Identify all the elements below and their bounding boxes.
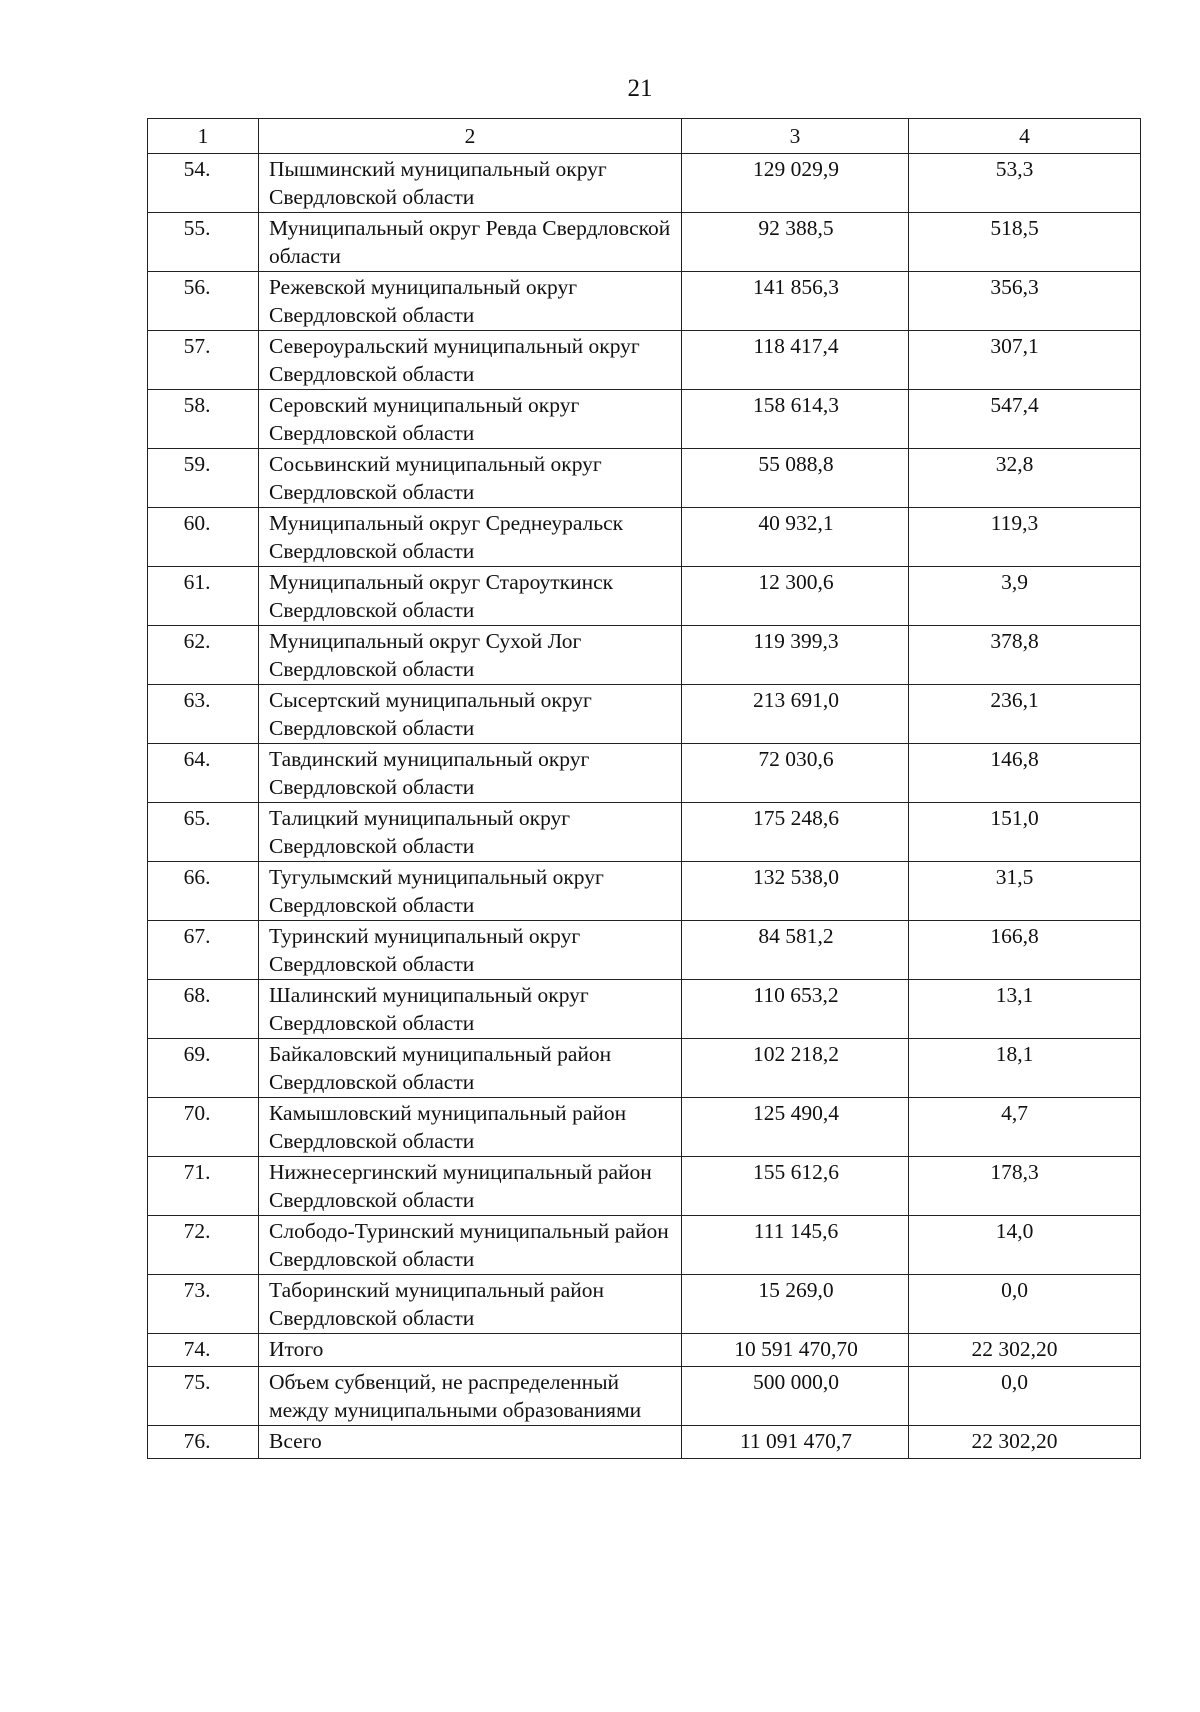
column-4-value-cell: 378,8 (909, 626, 1141, 685)
municipality-name-cell: Шалинский муниципальный округ Свердловской области (259, 980, 682, 1039)
column-3-value-cell: 92 388,5 (682, 213, 909, 272)
row-number-cell: 68. (148, 980, 259, 1039)
row-number-cell: 66. (148, 862, 259, 921)
header-col-1: 1 (148, 119, 259, 154)
column-3-value-cell: 125 490,4 (682, 1098, 909, 1157)
column-4-value-cell: 356,3 (909, 272, 1141, 331)
column-4-value-cell: 31,5 (909, 862, 1141, 921)
municipality-name-cell: Пышминский муниципальный округ Свердловской области (259, 154, 682, 213)
column-3-value-cell: 132 538,0 (682, 862, 909, 921)
column-3-value-cell: 213 691,0 (682, 685, 909, 744)
column-3-value-cell: 15 269,0 (682, 1275, 909, 1334)
table-row (148, 567, 1141, 626)
table-row (148, 449, 1141, 508)
row-number-cell: 62. (148, 626, 259, 685)
municipality-name-cell: Тугулымский муниципальный округ Свердловской области (259, 862, 682, 921)
row-number-cell: 55. (148, 213, 259, 272)
column-3-value-cell: 84 581,2 (682, 921, 909, 980)
column-3-value-cell: 111 145,6 (682, 1216, 909, 1275)
column-3-value-cell: 141 856,3 (682, 272, 909, 331)
row-number-cell: 74. (148, 1334, 259, 1367)
table-row (148, 1216, 1141, 1275)
municipality-name-cell: Тавдинский муниципальный округ Свердловской области (259, 744, 682, 803)
column-3-value-cell: 155 612,6 (682, 1157, 909, 1216)
table-row (148, 862, 1141, 921)
row-number-cell: 57. (148, 331, 259, 390)
row-number-cell: 61. (148, 567, 259, 626)
row-number-cell: 71. (148, 1157, 259, 1216)
column-4-value-cell: 14,0 (909, 1216, 1141, 1275)
row-number-cell: 76. (148, 1426, 259, 1459)
column-4-value-cell: 547,4 (909, 390, 1141, 449)
table-row (148, 1157, 1141, 1216)
row-number-cell: 54. (148, 154, 259, 213)
row-number-cell: 75. (148, 1367, 259, 1426)
column-4-value-cell: 13,1 (909, 980, 1141, 1039)
municipality-name-cell: Таборинский муниципальный район Свердловской области (259, 1275, 682, 1334)
column-4-value-cell: 119,3 (909, 508, 1141, 567)
column-4-value-cell: 518,5 (909, 213, 1141, 272)
table-row (148, 1275, 1141, 1334)
column-3-value-cell: 40 932,1 (682, 508, 909, 567)
column-4-value-cell: 0,0 (909, 1275, 1141, 1334)
municipality-name-cell: Туринский муниципальный округ Свердловской области (259, 921, 682, 980)
municipality-name-cell: Всего (259, 1426, 682, 1459)
row-number-cell: 69. (148, 1039, 259, 1098)
municipality-name-cell: Сосьвинский муниципальный округ Свердловской области (259, 449, 682, 508)
municipality-name-cell: Серовский муниципальный округ Свердловской области (259, 390, 682, 449)
column-3-value-cell: 10 591 470,70 (682, 1334, 909, 1367)
column-4-value-cell: 166,8 (909, 921, 1141, 980)
municipality-name-cell: Байкаловский муниципальный район Свердловской области (259, 1039, 682, 1098)
column-3-value-cell: 129 029,9 (682, 154, 909, 213)
row-number-cell: 73. (148, 1275, 259, 1334)
table-row (148, 1098, 1141, 1157)
municipality-name-cell: Сысертский муниципальный округ Свердловской области (259, 685, 682, 744)
column-3-value-cell: 11 091 470,7 (682, 1426, 909, 1459)
column-4-value-cell: 3,9 (909, 567, 1141, 626)
table-row (148, 1426, 1141, 1459)
column-3-value-cell: 102 218,2 (682, 1039, 909, 1098)
table-row (148, 1334, 1141, 1367)
table-row (148, 685, 1141, 744)
municipality-name-cell: Режевской муниципальный округ Свердловской области (259, 272, 682, 331)
column-3-value-cell: 72 030,6 (682, 744, 909, 803)
table-row (148, 213, 1141, 272)
municipality-name-cell: Камышловский муниципальный район Свердловской области (259, 1098, 682, 1157)
column-4-value-cell: 18,1 (909, 1039, 1141, 1098)
table-row (148, 980, 1141, 1039)
column-3-value-cell: 110 653,2 (682, 980, 909, 1039)
column-4-value-cell: 4,7 (909, 1098, 1141, 1157)
column-3-value-cell: 119 399,3 (682, 626, 909, 685)
municipality-name-cell: Муниципальный округ Староуткинск Свердловской области (259, 567, 682, 626)
municipality-name-cell: Объем субвенций, не распределенный между муниципальными образованиями (259, 1367, 682, 1426)
municipality-name-cell: Итого (259, 1334, 682, 1367)
column-4-value-cell: 178,3 (909, 1157, 1141, 1216)
subvention-table-container (147, 118, 1140, 1459)
municipality-name-cell: Муниципальный округ Сухой Лог Свердловской области (259, 626, 682, 685)
header-col-3: 3 (682, 119, 909, 154)
municipality-name-cell: Муниципальный округ Среднеуральск Свердловской области (259, 508, 682, 567)
row-number-cell: 58. (148, 390, 259, 449)
table-row (148, 626, 1141, 685)
table-row (148, 272, 1141, 331)
table-row (148, 1039, 1141, 1098)
municipality-name-cell: Североуральский муниципальный округ Свердловской области (259, 331, 682, 390)
table-row (148, 331, 1141, 390)
row-number-cell: 70. (148, 1098, 259, 1157)
table-row (148, 1367, 1141, 1426)
municipality-name-cell: Нижнесергинский муниципальный район Свердловской области (259, 1157, 682, 1216)
table-row (148, 921, 1141, 980)
column-4-value-cell: 307,1 (909, 331, 1141, 390)
column-4-value-cell: 0,0 (909, 1367, 1141, 1426)
column-4-value-cell: 22 302,20 (909, 1426, 1141, 1459)
row-number-cell: 60. (148, 508, 259, 567)
column-3-value-cell: 12 300,6 (682, 567, 909, 626)
row-number-cell: 59. (148, 449, 259, 508)
row-number-cell: 67. (148, 921, 259, 980)
subvention-table (147, 118, 1141, 1459)
column-4-value-cell: 236,1 (909, 685, 1141, 744)
table-body (148, 154, 1141, 1459)
column-3-value-cell: 158 614,3 (682, 390, 909, 449)
table-row (148, 744, 1141, 803)
row-number-cell: 65. (148, 803, 259, 862)
column-3-value-cell: 55 088,8 (682, 449, 909, 508)
municipality-name-cell: Муниципальный округ Ревда Свердловской области (259, 213, 682, 272)
page-number: 21 (627, 75, 653, 102)
municipality-name-cell: Талицкий муниципальный округ Свердловской области (259, 803, 682, 862)
header-col-4: 4 (909, 119, 1141, 154)
column-4-value-cell: 22 302,20 (909, 1334, 1141, 1367)
table-row (148, 390, 1141, 449)
column-4-value-cell: 53,3 (909, 154, 1141, 213)
header-row (148, 119, 1141, 154)
row-number-cell: 63. (148, 685, 259, 744)
column-3-value-cell: 175 248,6 (682, 803, 909, 862)
table-row (148, 508, 1141, 567)
table-row (148, 803, 1141, 862)
header-col-2: 2 (259, 119, 682, 154)
column-3-value-cell: 500 000,0 (682, 1367, 909, 1426)
column-4-value-cell: 151,0 (909, 803, 1141, 862)
municipality-name-cell: Слободо-Туринский муниципальный район Свердловской области (259, 1216, 682, 1275)
column-4-value-cell: 32,8 (909, 449, 1141, 508)
row-number-cell: 72. (148, 1216, 259, 1275)
column-3-value-cell: 118 417,4 (682, 331, 909, 390)
column-4-value-cell: 146,8 (909, 744, 1141, 803)
table-row (148, 154, 1141, 213)
row-number-cell: 64. (148, 744, 259, 803)
row-number-cell: 56. (148, 272, 259, 331)
